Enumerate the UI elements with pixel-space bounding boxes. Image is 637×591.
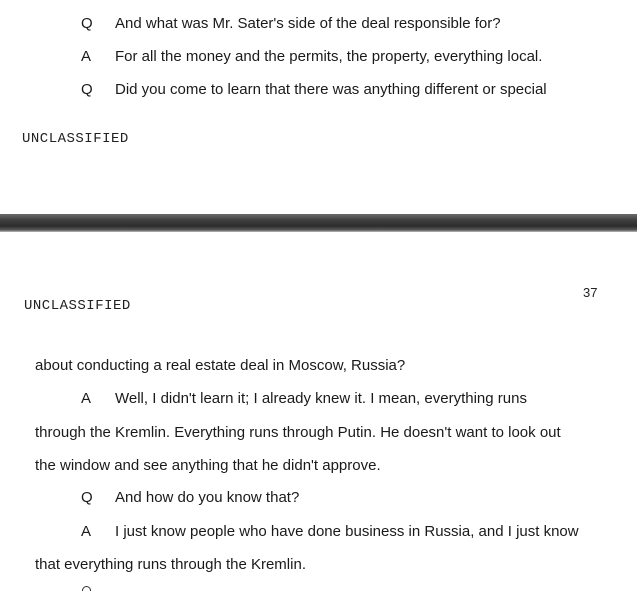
page-break-divider bbox=[0, 214, 637, 232]
utterance-text: Did you come to learn that there was anything different or special bbox=[115, 81, 547, 98]
speaker-label: A bbox=[81, 523, 92, 540]
utterance-text: And how do you know that? bbox=[115, 489, 300, 506]
utterance-text: And what was Mr. Sater's side of the deal responsible for? bbox=[115, 15, 501, 32]
speaker-label: Q bbox=[81, 81, 93, 98]
utterance-text: through the Kremlin. Everything runs through Putin. He doesn't want to look out bbox=[35, 424, 561, 441]
speaker-label: A bbox=[81, 48, 92, 65]
classification-header: UNCLASSIFIED bbox=[24, 298, 131, 314]
speaker-label: A bbox=[81, 390, 92, 407]
cut-off-speaker-glyph bbox=[82, 586, 91, 591]
continuation-line: about conducting a real estate deal in Moscow, Russia? bbox=[35, 357, 406, 374]
speaker-label: Q bbox=[81, 489, 93, 506]
speaker-label: Q bbox=[81, 15, 93, 32]
utterance-text: For all the money and the permits, the property, everything local. bbox=[115, 48, 543, 65]
page-number: 37 bbox=[583, 285, 598, 300]
classification-footer: UNCLASSIFIED bbox=[22, 131, 129, 147]
utterance-text: that everything runs through the Kremlin. bbox=[35, 556, 306, 573]
utterance-text: I just know people who have done business in Russia, and I just know bbox=[115, 523, 579, 540]
utterance-text: the window and see anything that he didn't approve. bbox=[35, 457, 381, 474]
utterance-text: Well, I didn't learn it; I already knew it. I mean, everything runs bbox=[115, 390, 527, 407]
transcript-page-top bbox=[0, 0, 637, 214]
